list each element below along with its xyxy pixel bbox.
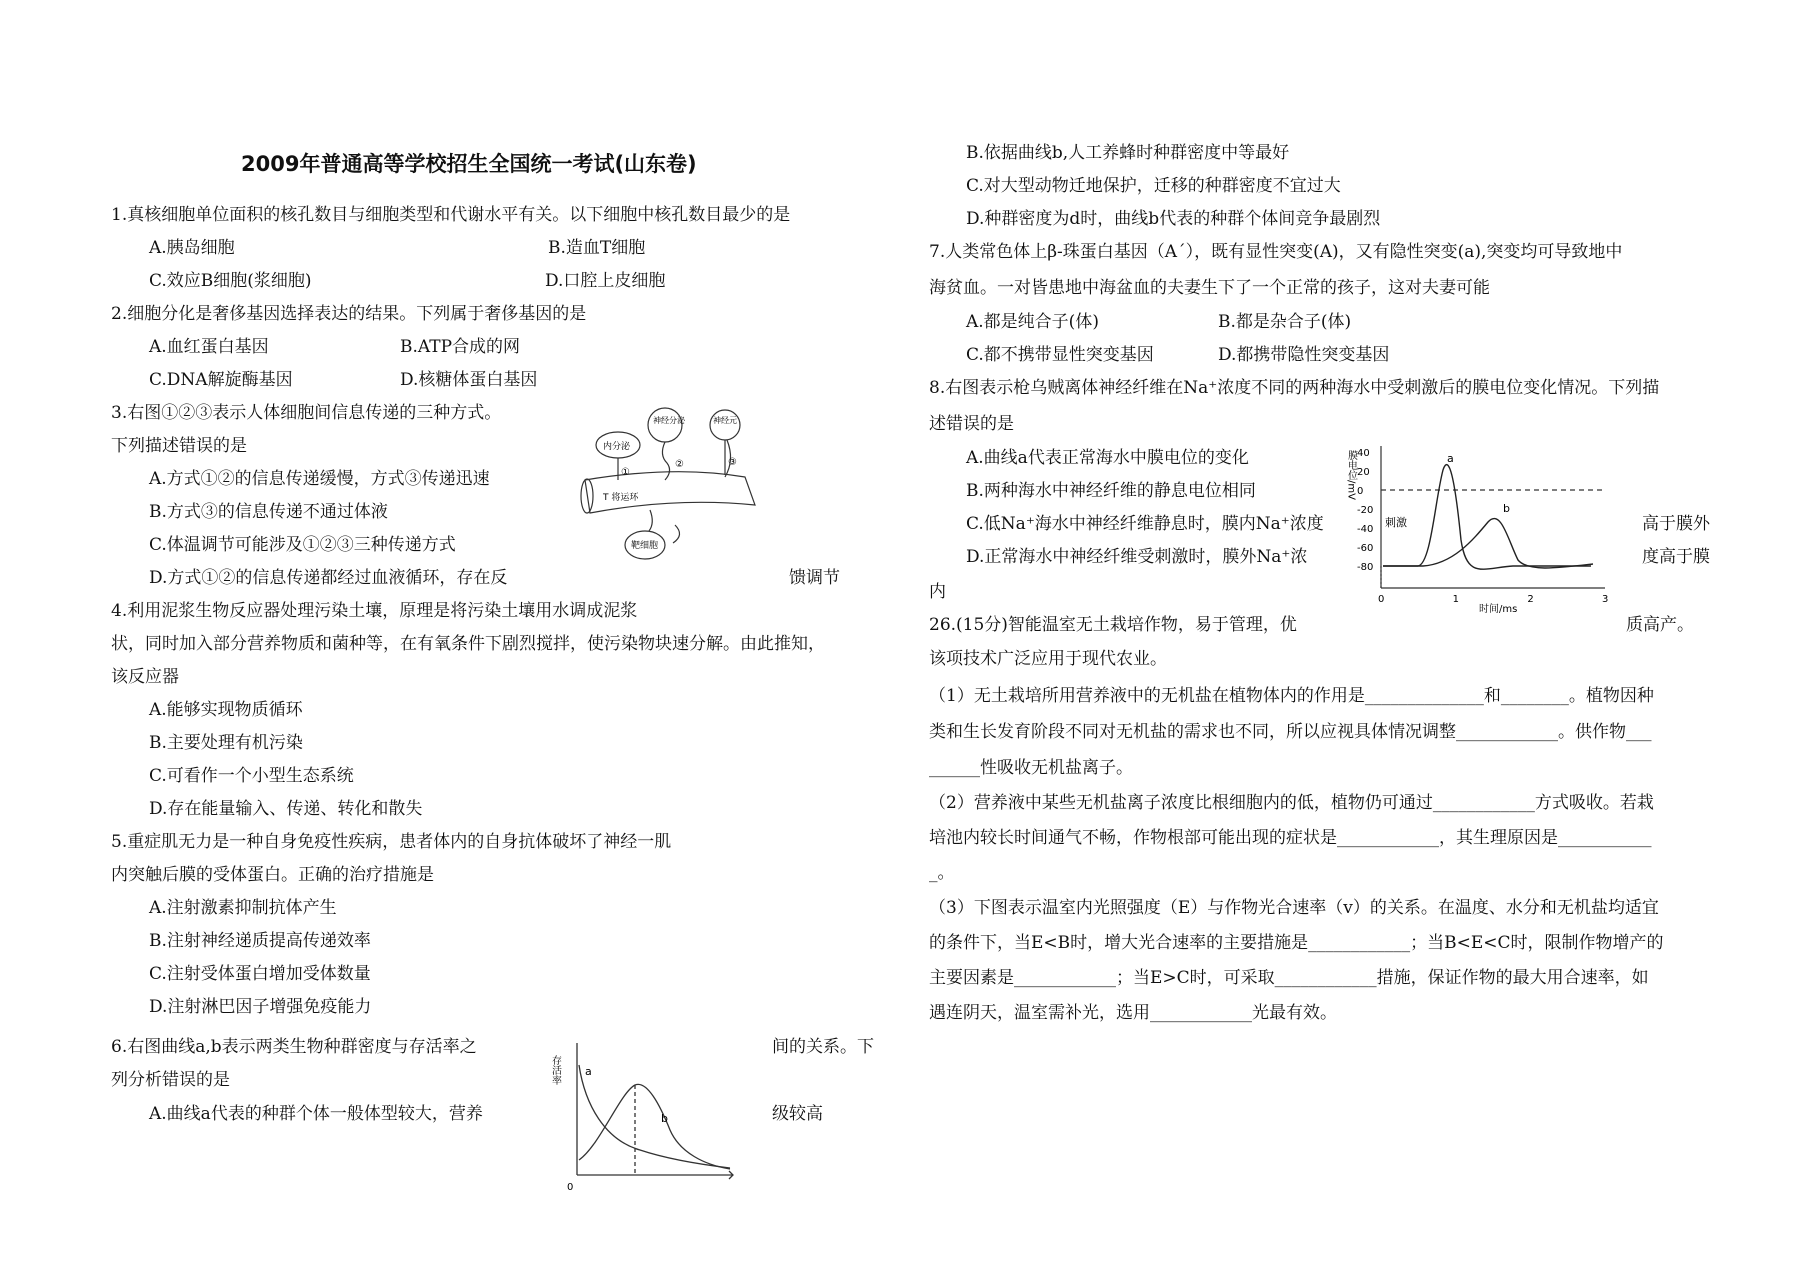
question-7-stem-2: 海贫血。一对皆患地中海盆血的夫妻生下了一个正常的孩子，这对夫妻可能 bbox=[929, 278, 1490, 298]
q26-part-1-line-3: ______性吸收无机盐离子。 bbox=[929, 758, 1133, 778]
q5-option-d: D.注射淋巴因子增强免疫能力 bbox=[149, 997, 372, 1017]
fig3-label-neurosecretion: 神经分泌 bbox=[653, 416, 685, 425]
q1-option-a: A.胰岛细胞 bbox=[149, 238, 235, 258]
question-26-stem-2: 该项技术广泛应用于现代农业。 bbox=[929, 649, 1167, 669]
fig6-y-axis-label: 存活率 bbox=[549, 1055, 561, 1085]
q7-option-a: A.都是纯合子(体) bbox=[966, 312, 1099, 332]
q26-part-2-line-2: 培池内较长时间通气不畅，作物根部可能出现的症状是____________，其生理原因是___________ bbox=[929, 828, 1652, 848]
question-8-stem: 8.右图表示枪乌贼离体神经纤维在Na⁺浓度不同的两种海水中受刺激后的膜电位变化情况。下列描 bbox=[929, 378, 1660, 398]
fig8-y-tick-label: 0 bbox=[1357, 486, 1364, 497]
q1-option-c: C.效应B细胞(浆细胞) bbox=[149, 271, 312, 291]
q8-option-a: A.曲线a代表正常海水中膜电位的变化 bbox=[966, 448, 1249, 468]
question-26-stem: 26.(15分)智能温室无土栽培作物，易于管理，优 bbox=[929, 615, 1297, 635]
fig8-curve-b-label: b bbox=[1503, 502, 1510, 515]
q2-option-b: B.ATP合成的网 bbox=[400, 337, 521, 357]
fig6-curve-a-label: a bbox=[585, 1065, 592, 1078]
fig3-number-2: ② bbox=[675, 459, 684, 470]
page-title: 2009年普通高等学校招生全国统一考试(山东卷) bbox=[241, 152, 697, 176]
question-3-stem: 3.右图①②③表示人体细胞间信息传递的三种方式。 bbox=[111, 403, 502, 423]
figure-q3-signaling bbox=[575, 405, 775, 565]
question-6-stem-cont: 间的关系。下 bbox=[772, 1037, 874, 1057]
fig6-curve-b-label: b bbox=[661, 1112, 668, 1125]
fig6-origin: 0 bbox=[567, 1182, 574, 1193]
q26-part-3-line-2: 的条件下，当E<B时，增大光合速率的主要措施是____________；当B<E<C时，限制作物增产的 bbox=[929, 933, 1664, 953]
q3-option-a: A.方式①②的信息传递缓慢，方式③传递迅速 bbox=[149, 469, 490, 489]
fig8-y-tick-label: -80 bbox=[1357, 562, 1374, 573]
fig8-y-axis-label: 膜电位/mV bbox=[1345, 450, 1357, 500]
fig8-x-axis-label: 时间/ms bbox=[1479, 604, 1518, 615]
q4-option-d: D.存在能量输入、传递、转化和散失 bbox=[149, 799, 423, 819]
fig8-x-tick-label: 1 bbox=[1452, 594, 1460, 605]
fig8-y-tick-label: -20 bbox=[1357, 505, 1374, 516]
fig3-label-vessel: T 将运环 bbox=[603, 493, 639, 503]
fig8-x-tick-label: 0 bbox=[1378, 594, 1385, 605]
q3-option-d: D.方式①②的信息传递都经过血液循环，存在反 bbox=[149, 568, 508, 588]
q26-part-3: （3）下图表示温室内光照强度（E）与作物光合速率（v）的关系。在温度、水分和无机盐均适宜 bbox=[929, 898, 1659, 918]
q7-option-b: B.都是杂合子(体) bbox=[1218, 312, 1352, 332]
q2-option-d: D.核糖体蛋白基因 bbox=[400, 370, 538, 390]
q4-option-a: A.能够实现物质循环 bbox=[149, 700, 303, 720]
q3-option-d-cont: 馈调节 bbox=[789, 568, 840, 588]
q3-option-c: C.体温调节可能涉及①②③三种传递方式 bbox=[149, 535, 456, 555]
figure-q8-membrane-potential bbox=[1343, 440, 1613, 620]
fig3-label-target: 靶细胞 bbox=[631, 541, 659, 551]
fig8-y-tick-label: 40 bbox=[1357, 448, 1370, 459]
q6-option-d: D.种群密度为d时，曲线b代表的种群个体间竞争最剧烈 bbox=[966, 209, 1381, 229]
q26-part-3-line-4: 遇连阴天，温室需补光，选用____________光最有效。 bbox=[929, 1003, 1337, 1023]
q26-part-3-line-3: 主要因素是____________；当E>C时，可采取____________措施，保证作物的最大用合速率，如 bbox=[929, 968, 1649, 988]
question-1-stem: 1.真核细胞单位面积的核孔数目与细胞类型和代谢水平有关。以下细胞中核孔数目最少的是 bbox=[111, 205, 791, 225]
q26-part-1-line-2: 类和生长发育阶段不同对无机盐的需求也不同，所以应视具体情况调整____________。供作物___ bbox=[929, 722, 1652, 742]
q1-option-d: D.口腔上皮细胞 bbox=[545, 271, 666, 291]
q8-option-d-cont: 度高于膜 bbox=[1642, 547, 1710, 567]
q2-option-a: A.血红蛋白基因 bbox=[149, 337, 269, 357]
fig8-stimulus-label: 刺激 bbox=[1385, 516, 1407, 529]
q8-option-c: C.低Na⁺海水中神经纤维静息时，膜内Na⁺浓度 bbox=[966, 514, 1324, 534]
fig8-x-tick-label: 2 bbox=[1527, 594, 1534, 605]
fig8-curve-b bbox=[1383, 519, 1593, 568]
q4-option-b: B.主要处理有机污染 bbox=[149, 733, 303, 753]
q6-option-a-cont: 级较高 bbox=[772, 1104, 823, 1124]
question-26-stem-cont: 质高产。 bbox=[1626, 615, 1694, 635]
q8-option-c-cont: 高于膜外 bbox=[1642, 514, 1710, 534]
q26-part-1: （1）无土栽培所用营养液中的无机盐在植物体内的作用是______________和________。植物因种 bbox=[929, 686, 1654, 706]
q8-option-d: D.正常海水中神经纤维受刺激时，膜外Na⁺浓 bbox=[966, 547, 1308, 567]
fig3-number-3: ③ bbox=[728, 457, 737, 468]
q7-option-d: D.都携带隐性突变基因 bbox=[1218, 345, 1390, 365]
q6-option-a: A.曲线a代表的种群个体一般体型较大，营养 bbox=[149, 1104, 483, 1124]
q2-option-c: C.DNA解旋酶基因 bbox=[149, 370, 293, 390]
q5-option-b: B.注射神经递质提高传递效率 bbox=[149, 931, 371, 951]
question-7-stem: 7.人类常色体上β-珠蛋白基因（A´），既有显性突变(A)，又有隐性突变(a),突变均可导致地中 bbox=[929, 242, 1623, 262]
q8-option-b: B.两种海水中神经纤维的静息电位相同 bbox=[966, 481, 1256, 501]
q8-option-d-cont-2: 内 bbox=[929, 582, 946, 602]
fig3-label-endocrine: 内分泌 bbox=[603, 442, 631, 452]
q3-option-b: B.方式③的信息传递不通过体液 bbox=[149, 502, 388, 522]
q4-option-c: C.可看作一个小型生态系统 bbox=[149, 766, 354, 786]
question-6-stem: 6.右图曲线a,b表示两类生物种群密度与存活率之 bbox=[111, 1037, 477, 1057]
question-4-stem-3: 该反应器 bbox=[111, 667, 179, 687]
question-4-stem-2: 状，同时加入部分营养物质和菌种等，在有氧条件下剧烈搅拌，使污染物块速分解。由此推知， bbox=[111, 634, 825, 654]
question-5-stem: 5.重症肌无力是一种自身免疫性疾病，患者体内的自身抗体破坏了神经一肌 bbox=[111, 832, 672, 852]
question-5-stem-2: 内突触后膜的受体蛋白。正确的治疗措施是 bbox=[111, 865, 434, 885]
question-4-stem: 4.利用泥浆生物反应器处理污染土壤，原理是将污染土壤用水调成泥浆 bbox=[111, 601, 638, 621]
question-6-stem-2: 列分析错误的是 bbox=[111, 1070, 230, 1090]
q6-option-b: B.依据曲线b,人工养蜂时种群密度中等最好 bbox=[966, 143, 1290, 163]
fig8-curve-a-label: a bbox=[1447, 452, 1454, 465]
fig8-curve-a bbox=[1383, 465, 1591, 570]
question-8-stem-2: 述错误的是 bbox=[929, 414, 1014, 434]
fig8-y-tick-label: 20 bbox=[1357, 467, 1370, 478]
question-2-stem: 2.细胞分化是奢侈基因选择表达的结果。下列属于奢侈基因的是 bbox=[111, 304, 587, 324]
q26-part-2-line-3: _。 bbox=[929, 863, 955, 883]
fig8-y-tick-label: -60 bbox=[1357, 543, 1374, 554]
q7-option-c: C.都不携带显性突变基因 bbox=[966, 345, 1154, 365]
q6-option-c: C.对大型动物迁地保护，迁移的种群密度不宜过大 bbox=[966, 176, 1341, 196]
q5-option-a: A.注射激素抑制抗体产生 bbox=[149, 898, 337, 918]
fig8-x-tick-label: 3 bbox=[1602, 594, 1609, 605]
fig3-label-neuron: 神经元 bbox=[713, 416, 737, 425]
q1-option-b: B.造血T细胞 bbox=[548, 238, 646, 258]
figure-q6-survival bbox=[549, 1035, 750, 1205]
fig8-y-tick-label: -40 bbox=[1357, 524, 1374, 535]
question-3-stem-2: 下列描述错误的是 bbox=[111, 436, 247, 456]
fig3-number-1: ① bbox=[621, 467, 630, 478]
q5-option-c: C.注射受体蛋白增加受体数量 bbox=[149, 964, 371, 984]
q26-part-2: （2）营养液中某些无机盐离子浓度比根细胞内的低，植物仍可通过____________方式吸收。若栽 bbox=[929, 793, 1654, 813]
